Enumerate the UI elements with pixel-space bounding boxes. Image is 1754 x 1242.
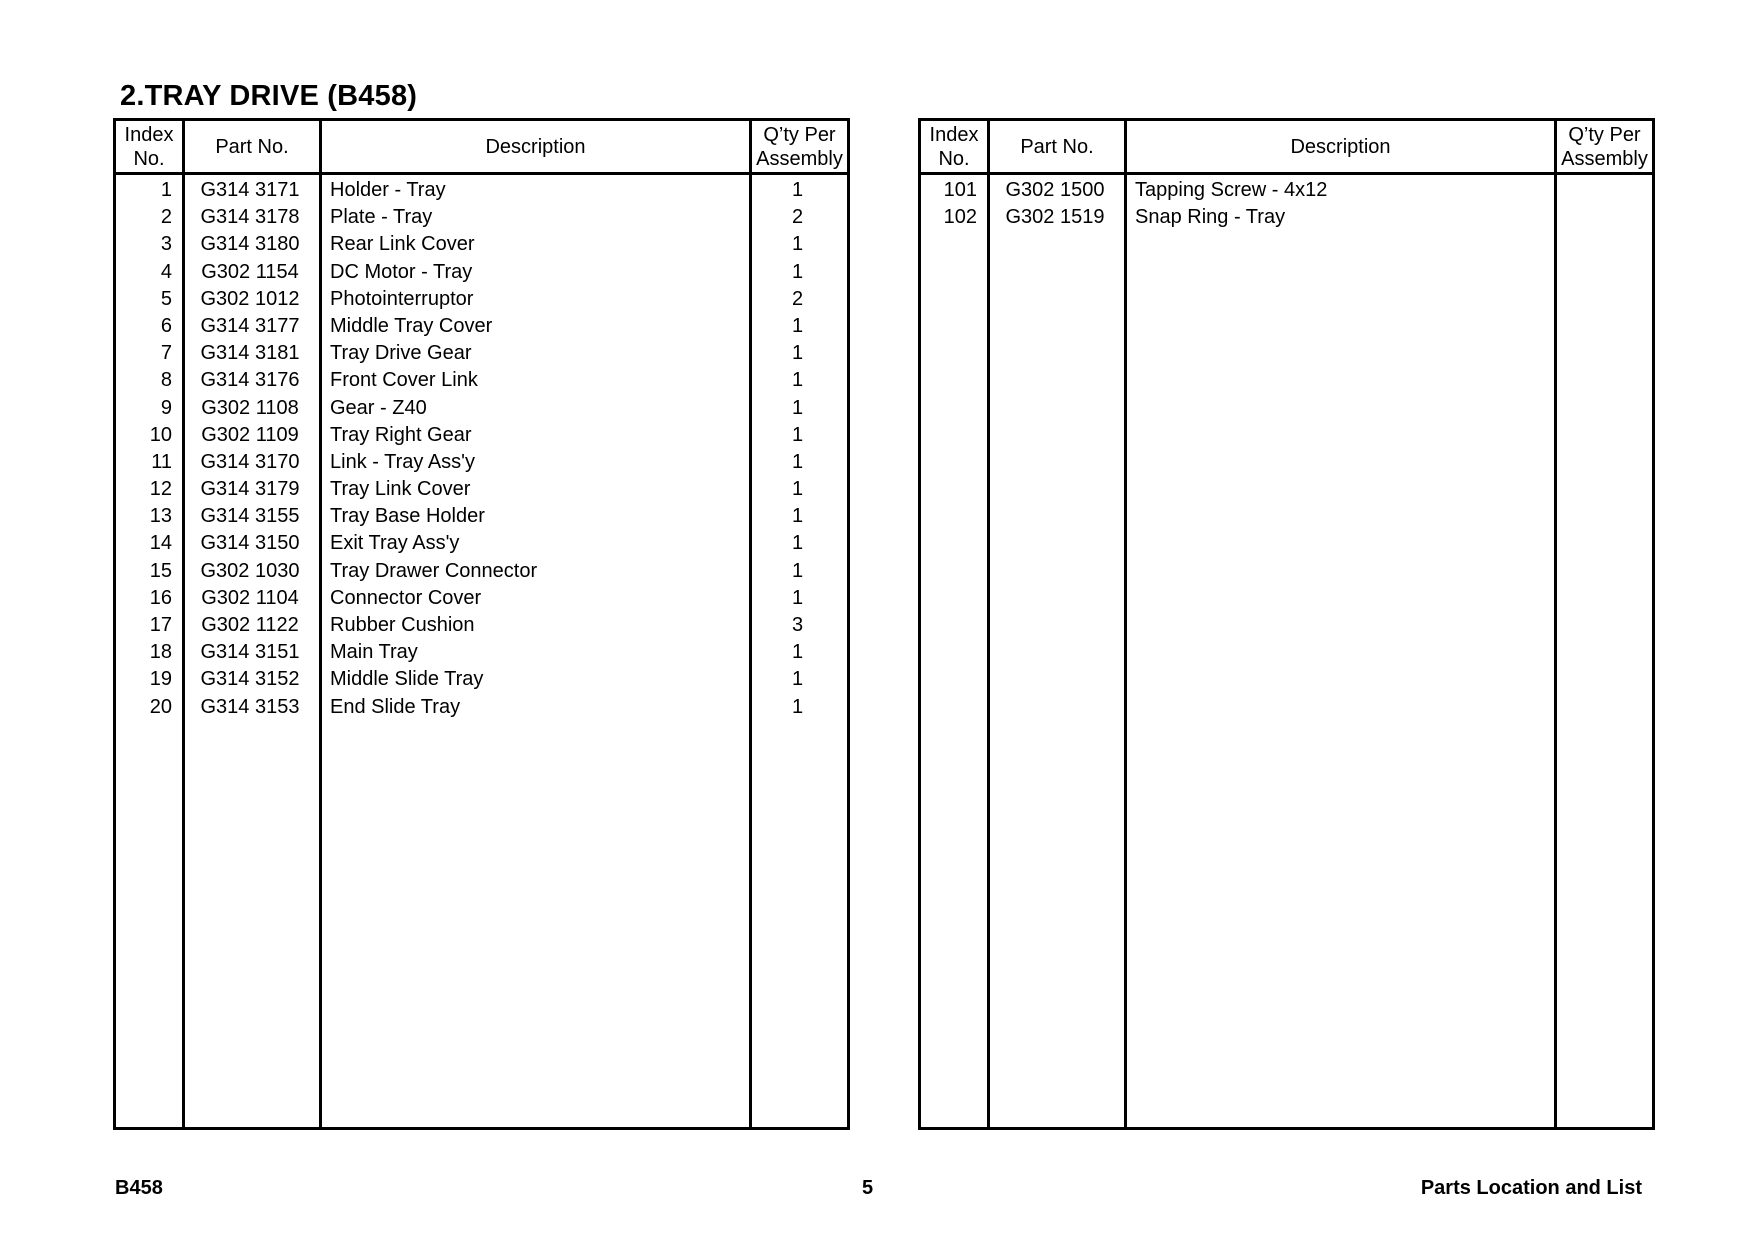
table-row — [116, 231, 847, 258]
qty-cell: 1 — [791, 179, 804, 201]
header-index — [116, 121, 182, 172]
table-row — [921, 177, 1652, 204]
column-divider — [1554, 121, 1557, 1127]
index-cell: 7 — [160, 342, 172, 365]
header-index-line1: Index — [929, 123, 979, 146]
part-no-cell: G302 1500 — [1005, 179, 1105, 201]
footer-page-number: 5 — [862, 1177, 874, 1199]
index-cell: 18 — [149, 641, 172, 664]
table-row — [116, 340, 847, 367]
description-cell: End Slide Tray — [330, 695, 461, 718]
header-index-line2: No. — [133, 147, 165, 170]
header-part-no: Part No. — [1020, 135, 1094, 158]
qty-cell: 1 — [791, 695, 804, 718]
qty-cell: 2 — [791, 287, 804, 310]
table-row — [116, 639, 847, 666]
qty-cell: 2 — [791, 206, 804, 229]
table-row — [116, 503, 847, 530]
part-no-cell: G314 3153 — [200, 695, 300, 718]
footer-model: B458 — [115, 1177, 163, 1199]
header-part-no: Part No. — [215, 135, 289, 158]
part-no-cell: G314 3170 — [200, 450, 300, 473]
header-qty-line1: Q’ty Per — [763, 123, 836, 146]
column-divider — [987, 121, 990, 1127]
description-cell: Front Cover Link — [330, 369, 478, 392]
table-row — [116, 204, 847, 231]
description-cell: Tray Base Holder — [330, 505, 485, 528]
table-row — [116, 558, 847, 585]
table-row — [116, 177, 847, 204]
description-cell: Link - Tray Ass'y — [330, 450, 475, 473]
description-cell: Exit Tray Ass'y — [330, 532, 460, 555]
part-no-cell: G302 1519 — [1005, 206, 1105, 229]
table-row — [116, 422, 847, 449]
description-cell: DC Motor - Tray — [330, 260, 473, 283]
description-cell: Connector Cover — [330, 586, 482, 609]
description-cell: Gear - Z40 — [330, 396, 427, 419]
column-divider — [1124, 121, 1127, 1127]
header-qty-line2: Assembly — [756, 147, 843, 170]
page-title: 2.TRAY DRIVE (B458) — [120, 80, 418, 112]
qty-cell: 1 — [791, 233, 804, 256]
index-cell: 5 — [160, 287, 172, 310]
header-qty-line2: Assembly — [1561, 147, 1648, 170]
index-cell: 9 — [160, 396, 172, 419]
index-cell: 12 — [149, 478, 172, 501]
part-no-cell: G314 3179 — [200, 478, 300, 501]
description-cell: Holder - Tray — [330, 179, 446, 201]
header-description: Description — [1290, 135, 1391, 158]
table-row — [921, 204, 1652, 231]
description-cell: Rubber Cushion — [330, 614, 475, 636]
qty-cell: 1 — [791, 478, 804, 501]
table-row — [116, 612, 847, 639]
description-cell: Middle Tray Cover — [330, 314, 493, 337]
qty-cell: 1 — [791, 314, 804, 337]
qty-cell: 1 — [791, 505, 804, 528]
index-cell: 1 — [160, 179, 172, 201]
description-cell: Middle Slide Tray — [330, 668, 484, 691]
index-cell: 4 — [160, 260, 172, 283]
part-no-cell: G302 1122 — [201, 614, 299, 636]
table-row — [116, 395, 847, 422]
footer-section: Parts Location and List — [1420, 1177, 1642, 1199]
table-row — [116, 585, 847, 612]
header-index-line1: Index — [124, 123, 174, 146]
description-cell: Tray Link Cover — [330, 478, 471, 501]
description-cell: Snap Ring - Tray — [1135, 206, 1286, 229]
header-divider — [116, 172, 847, 175]
qty-cell: 1 — [791, 559, 804, 582]
index-cell: 15 — [149, 559, 172, 582]
index-cell: 6 — [160, 314, 172, 337]
part-no-cell: G314 3152 — [200, 668, 300, 691]
header-description: Description — [485, 135, 586, 158]
qty-cell: 1 — [791, 423, 804, 446]
table-row — [116, 666, 847, 693]
part-no-cell: G314 3181 — [200, 342, 300, 365]
qty-cell: 1 — [791, 532, 804, 555]
index-cell: 101 — [943, 179, 977, 201]
part-no-cell: G302 1012 — [200, 287, 300, 310]
table-row — [116, 449, 847, 476]
description-cell: Tray Drawer Connector — [330, 559, 538, 582]
description-cell: Main Tray — [330, 641, 418, 664]
parts-rows-left — [116, 177, 847, 721]
description-cell: Tray Drive Gear — [330, 342, 472, 365]
header-qty — [1557, 121, 1652, 172]
header-index-line2: No. — [938, 147, 970, 170]
index-cell: 20 — [149, 695, 172, 718]
qty-cell: 1 — [791, 342, 804, 365]
part-no-cell: G314 3178 — [200, 206, 300, 229]
table-row — [116, 313, 847, 340]
table-row — [116, 286, 847, 313]
qty-cell: 1 — [791, 586, 804, 609]
table-row — [116, 476, 847, 503]
part-no-cell: G314 3155 — [200, 505, 300, 528]
part-no-cell: G302 1109 — [201, 423, 299, 446]
header-divider — [921, 172, 1652, 175]
table-row — [116, 367, 847, 394]
index-cell: 102 — [943, 206, 977, 229]
description-cell: Tapping Screw - 4x12 — [1135, 179, 1328, 201]
part-no-cell: G314 3150 — [200, 532, 300, 555]
description-cell: Photointerruptor — [330, 287, 474, 310]
table-row — [116, 530, 847, 557]
part-no-cell: G314 3171 — [200, 179, 300, 201]
part-no-cell: G314 3177 — [200, 314, 300, 337]
index-cell: 16 — [149, 586, 172, 609]
part-no-cell: G302 1030 — [200, 559, 300, 582]
parts-rows-right — [921, 177, 1652, 231]
header-index — [921, 121, 987, 172]
part-no-cell: G302 1154 — [201, 260, 299, 283]
part-no-cell: G302 1104 — [201, 586, 299, 609]
index-cell: 17 — [149, 614, 172, 636]
description-cell: Plate - Tray — [330, 206, 433, 229]
qty-cell: 1 — [791, 641, 804, 664]
header-qty-line1: Q’ty Per — [1568, 123, 1641, 146]
part-no-cell: G302 1108 — [201, 396, 299, 419]
description-cell: Rear Link Cover — [330, 233, 475, 256]
qty-cell: 1 — [791, 369, 804, 392]
index-cell: 11 — [151, 450, 172, 473]
description-cell: Tray Right Gear — [330, 423, 472, 446]
index-cell: 13 — [149, 505, 172, 528]
index-cell: 19 — [149, 668, 172, 691]
part-no-cell: G314 3180 — [200, 233, 300, 256]
index-cell: 10 — [149, 423, 172, 446]
parts-table-right — [918, 118, 1655, 1130]
qty-cell: 1 — [791, 396, 804, 419]
index-cell: 8 — [160, 369, 172, 392]
qty-cell: 3 — [791, 614, 804, 636]
table-row — [116, 259, 847, 286]
qty-cell: 1 — [791, 260, 804, 283]
index-cell: 14 — [149, 532, 172, 555]
part-no-cell: G314 3151 — [200, 641, 300, 664]
part-no-cell: G314 3176 — [200, 369, 300, 392]
qty-cell: 1 — [791, 668, 804, 691]
index-cell: 3 — [160, 233, 172, 256]
table-row — [116, 694, 847, 721]
index-cell: 2 — [160, 206, 172, 229]
header-qty — [752, 121, 847, 172]
parts-table-left — [113, 118, 850, 1130]
qty-cell: 1 — [791, 450, 804, 473]
